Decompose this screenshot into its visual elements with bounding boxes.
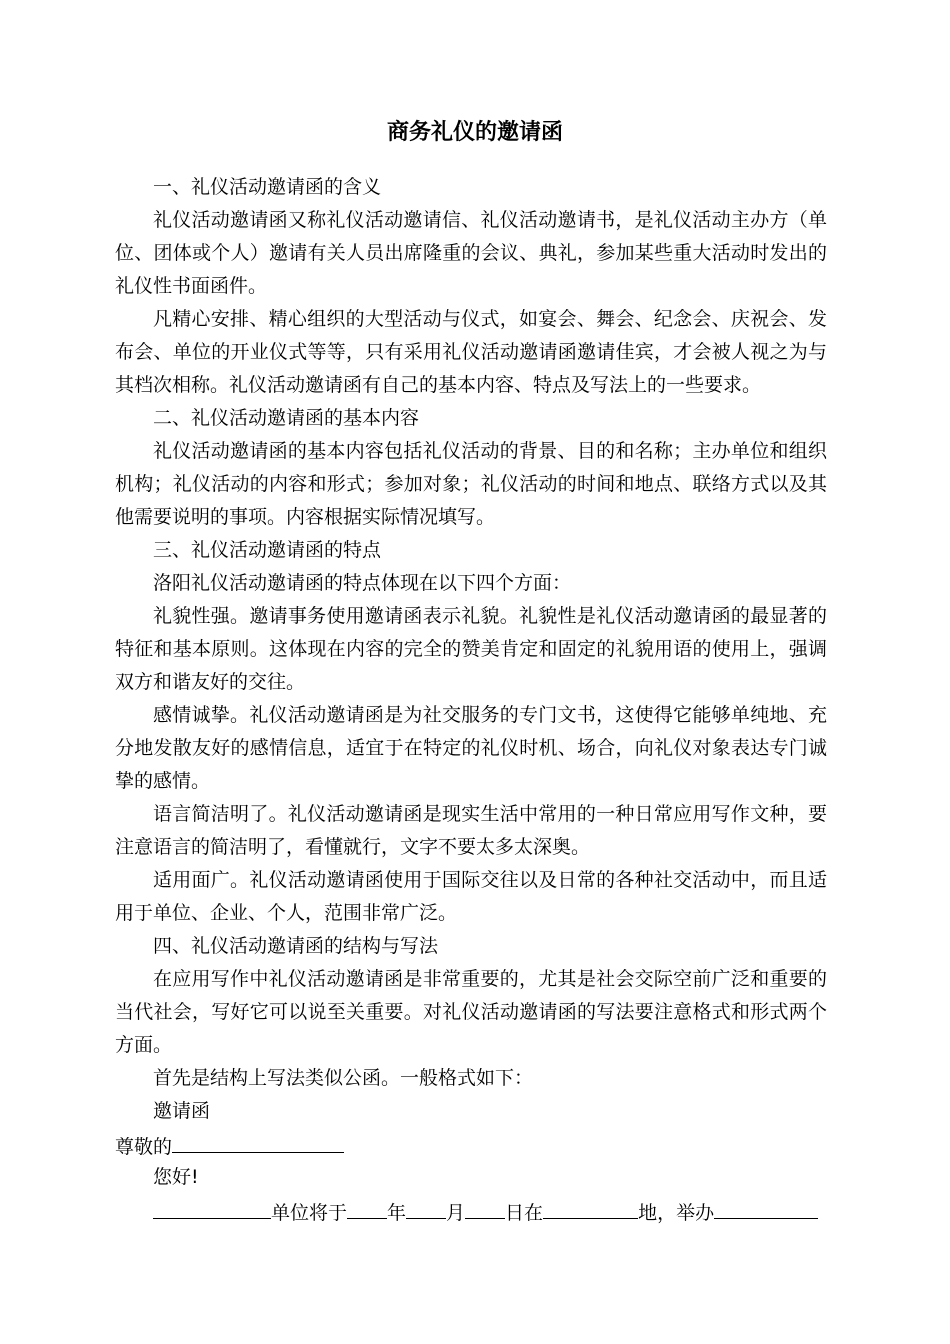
paragraph-line: 当代社会，写好它可以说至关重要。对礼仪活动邀请函的写法要注意格式和形式两个 <box>115 1001 827 1023</box>
month-blank <box>406 1194 446 1219</box>
salutation-line <box>115 1128 827 1161</box>
template-text-year: 年 <box>387 1202 407 1224</box>
document-body <box>115 171 827 1227</box>
paragraph-line: 位、团体或个人）邀请有关人员出席隆重的会议、典礼，参加某些重大活动时发出的 <box>115 242 827 264</box>
paragraph-line: 分地发散友好的感情信息，适宜于在特定的礼仪时机、场合，向礼仪对象表达专门诚 <box>115 737 827 759</box>
document-title: 商务礼仪的邀请函 <box>386 120 563 145</box>
paragraph-line: 礼仪活动邀请函又称礼仪活动邀请信、礼仪活动邀请书，是礼仪活动主办方（单 <box>153 209 827 231</box>
section-heading-3: 三、礼仪活动邀请函的特点 <box>153 539 382 561</box>
paragraph-line: 适用面广。礼仪活动邀请函使用于国际交往以及日常的各种社交活动中，而且适 <box>153 869 827 891</box>
paragraph-line: 在应用写作中礼仪活动邀请函是非常重要的，尤其是社会交际空前广泛和重要的 <box>153 968 827 990</box>
paragraph-line: 双方和谐友好的交往。 <box>115 671 306 693</box>
paragraph-line: 机构；礼仪活动的内容和形式；参加对象；礼仪活动的时间和地点、联络方式以及其 <box>115 473 827 495</box>
paragraph-line: 布会、单位的开业仪式等等，只有采用礼仪活动邀请函邀请佳宾，才会被人视之为与 <box>115 341 827 363</box>
paragraph-line: 礼仪性书面函件。 <box>115 275 268 297</box>
recipient-blank <box>172 1128 344 1153</box>
template-text-month: 月 <box>446 1202 466 1224</box>
place-blank <box>543 1194 638 1219</box>
paragraph-line: 凡精心安排、精心组织的大型活动与仪式，如宴会、舞会、纪念会、庆祝会、发 <box>153 308 827 330</box>
section-heading-2: 二、礼仪活动邀请函的基本内容 <box>153 407 420 429</box>
section-heading-4: 四、礼仪活动邀请函的结构与写法 <box>153 935 439 957</box>
paragraph-line: 首先是结构上写法类似公函。一般格式如下： <box>153 1067 534 1089</box>
salutation-label: 尊敬的 <box>115 1136 173 1158</box>
unit-blank <box>153 1194 271 1219</box>
template-text-day: 日在 <box>505 1202 544 1224</box>
day-blank <box>465 1194 505 1219</box>
year-blank <box>347 1194 387 1219</box>
event-blank <box>714 1194 818 1219</box>
paragraph-line: 注意语言的简洁明了，看懂就行，文字不要太多太深奥。 <box>115 836 591 858</box>
template-line <box>115 1194 827 1227</box>
paragraph-line: 礼仪活动邀请函的基本内容包括礼仪活动的背景、目的和名称；主办单位和组织 <box>153 440 827 462</box>
paragraph-line: 方面。 <box>115 1034 173 1056</box>
paragraph-line: 其档次相称。礼仪活动邀请函有自己的基本内容、特点及写法上的一些要求。 <box>115 374 762 396</box>
template-text-place: 地，举办 <box>638 1202 715 1224</box>
paragraph-line: 语言简洁明了。礼仪活动邀请函是现实生活中常用的一种日常应用写作文种，要 <box>153 803 827 825</box>
template-text-unit: 单位将于 <box>271 1202 348 1224</box>
section-heading-1: 一、礼仪活动邀请函的含义 <box>153 176 382 198</box>
paragraph-line: 感情诚挚。礼仪活动邀请函是为社交服务的专门文书，这使得它能够单纯地、充 <box>153 704 827 726</box>
paragraph-line: 用于单位、企业、个人，范围非常广泛。 <box>115 902 458 924</box>
letter-heading: 邀请函 <box>153 1100 211 1122</box>
paragraph-line: 特征和基本原则。这体现在内容的完全的赞美肯定和固定的礼貌用语的使用上，强调 <box>115 638 827 660</box>
greeting-line: 您好! <box>153 1166 199 1188</box>
paragraph-line: 他需要说明的事项。内容根据实际情况填写。 <box>115 506 496 528</box>
paragraph-line: 礼貌性强。邀请事务使用邀请函表示礼貌。礼貌性是礼仪活动邀请函的最显著的 <box>153 605 827 627</box>
paragraph-line: 洛阳礼仪活动邀请函的特点体现在以下四个方面： <box>153 572 572 594</box>
paragraph-line: 挚的感情。 <box>115 770 211 792</box>
